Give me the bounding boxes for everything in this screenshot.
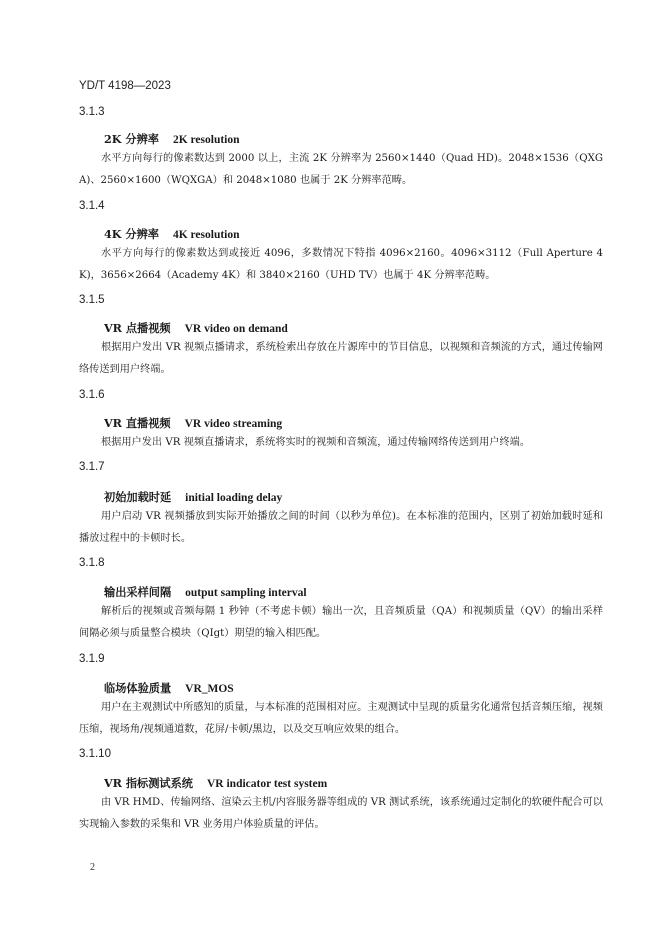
term-zh: 输出采样间隔 xyxy=(104,585,172,599)
term-heading xyxy=(104,680,234,696)
term-heading xyxy=(104,584,307,600)
section-number: 3.1.6 xyxy=(79,389,105,401)
term-definition: 水平方向每行的像素数达到或接近 4096，多数情况下特指 4096×2160。4096×3112（Full Aperture 4K)，3656×2664（Academy 4K）和 3840×2160（UHD TV）也属于 4K 分辨率范畴。 xyxy=(79,248,603,281)
term-en: VR_MOS xyxy=(185,683,234,695)
term-definition: 解析后的视频或音频每隔 1 秒钟（不考虑卡顿）输出一次，且音频质量（QA）和视频质量（QV）的输出采样间隔必须与质量整合模块（QIgt）期望的输入相匹配。 xyxy=(79,606,603,639)
term-en: output sampling interval xyxy=(185,587,307,599)
term-zh: 2K 分辨率 xyxy=(104,132,159,146)
term-en: VR indicator test system xyxy=(207,778,328,790)
section-number: 3.1.4 xyxy=(79,200,105,212)
section-number: 3.1.3 xyxy=(79,106,105,118)
term-zh: 4K 分辨率 xyxy=(104,227,159,241)
term-definition: 用户在主观测试中所感知的质量，与本标准的范围相对应。主观测试中呈现的质量劣化通常包括音频压缩，视频压缩，视场角/视频通道数，花屏/卡顿/黑边，以及交互响应效果的组合。 xyxy=(79,702,603,735)
term-en: 2K resolution xyxy=(172,134,240,146)
term-zh: VR 直播视频 xyxy=(104,416,171,430)
term-en: initial loading delay xyxy=(185,492,283,504)
section-number: 3.1.7 xyxy=(79,461,105,473)
section-number: 3.1.8 xyxy=(79,557,105,569)
term-heading xyxy=(104,489,282,505)
term-heading xyxy=(104,775,327,791)
term-zh: 初始加载时延 xyxy=(104,490,172,504)
section-number: 3.1.9 xyxy=(79,653,105,665)
term-zh: VR 点播视频 xyxy=(104,321,171,335)
page-number: 2 xyxy=(90,862,95,873)
term-zh: 临场体验质量 xyxy=(104,681,172,695)
term-heading xyxy=(104,226,240,242)
term-en: 4K resolution xyxy=(172,229,240,241)
term-definition: 根据用户发出 VR 视频直播请求，系统将实时的视频和音频流，通过传输网络传送到用户终端。 xyxy=(101,437,530,448)
term-heading xyxy=(104,415,282,431)
term-en: VR video streaming xyxy=(184,418,283,430)
section-number: 3.1.10 xyxy=(79,748,111,760)
term-en: VR video on demand xyxy=(184,323,288,335)
term-heading xyxy=(104,131,240,147)
term-definition: 由 VR HMD、传输网络、渲染云主机/内容服务器等组成的 VR 测试系统，该系统通过定制化的软硬件配合可以实现输入参数的采集和 VR 业务用户体验质量的评估。 xyxy=(79,797,603,830)
term-heading xyxy=(104,320,288,336)
term-definition: 根据用户发出 VR 视频点播请求，系统检索出存放在片源库中的节目信息，以视频和音频流的方式，通过传输网络传送到用户终端。 xyxy=(79,342,603,375)
term-definition: 用户启动 VR 视频播放到实际开始播放之间的时间（以秒为单位)。在本标准的范围内，区别了初始加载时延和播放过程中的卡顿时长。 xyxy=(79,511,603,544)
term-definition: 水平方向每行的像素数达到 2000 以上，主流 2K 分辨率为 2560×1440（Quad HD)。2048×1536（QXGA)、2560×1600（WQXGA）和 2048×1080 也属于 2K 分辨率范畴。 xyxy=(79,153,603,186)
document-id: YD/T 4198—2023 xyxy=(79,80,171,92)
term-zh: VR 指标测试系统 xyxy=(104,776,193,790)
section-number: 3.1.5 xyxy=(79,294,105,306)
